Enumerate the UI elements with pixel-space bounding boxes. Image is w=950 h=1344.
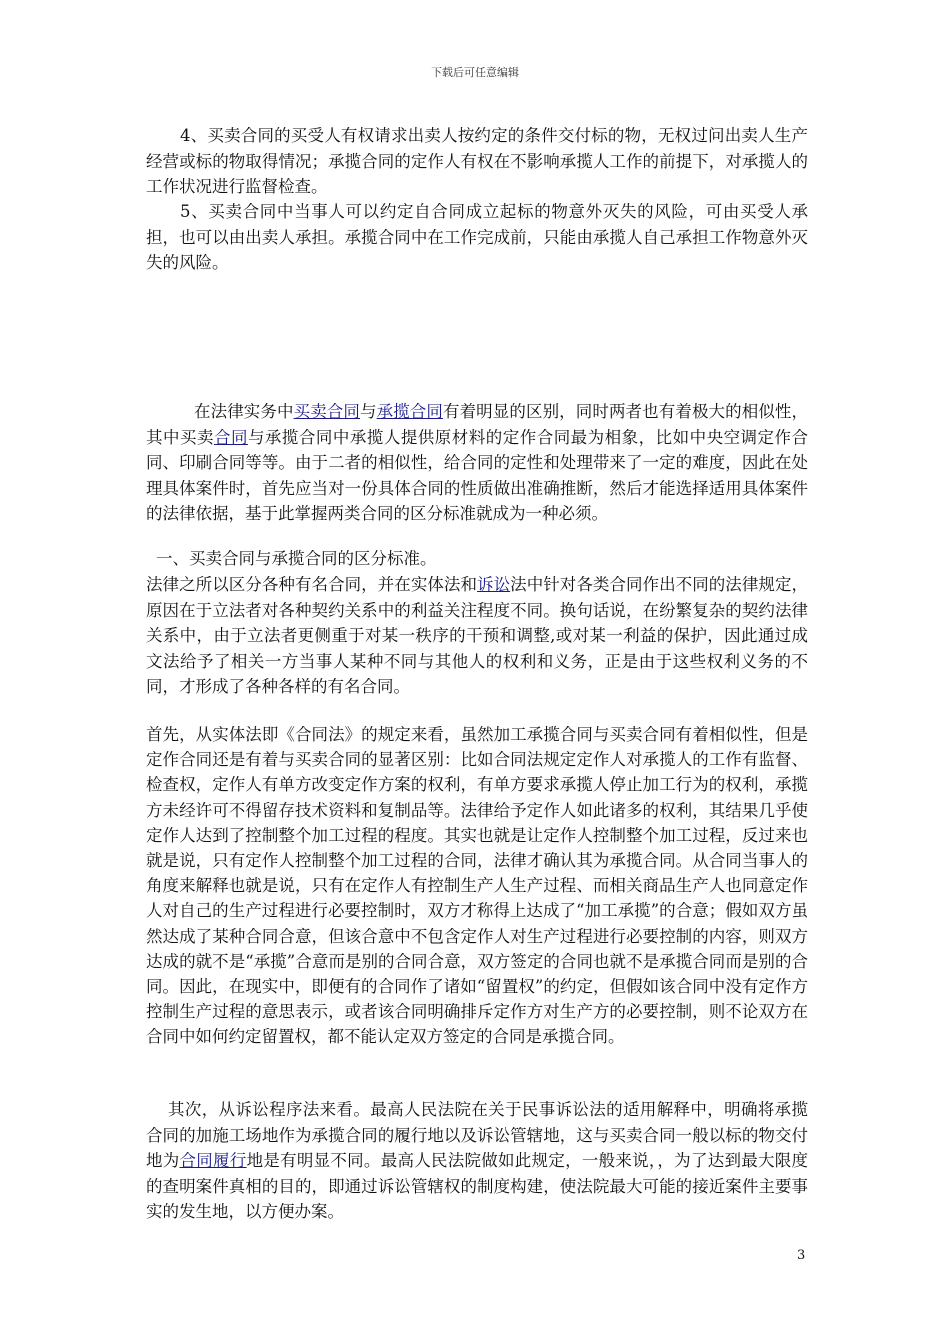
text-run: 法中针对各类合同作出不同的法律规定，原因在于立法者对各种契约关系中的利益关注程度不同。换句话说，在纷繁复杂的契约法律关系中，由于立法者更侧重于对某一秩序的干预和调整,或对某一利益的保护，因此通过成文法给予了相关一方当事人某种不同与其他人的权利和义务，正是由于这些权利义务的不同，才形成了各种各样的有名合同。 <box>146 575 809 696</box>
link-litigation[interactable]: 诉讼 <box>477 575 511 594</box>
text-run: 地是有明显不同。最高人民法院做如此规定，一般来说，，为了达到最大限度的查明案件真相的目的，即通过诉讼管辖权的制度构建，使法院最大可能的接近案件主要事实的发生地，以方便办案。 <box>146 1151 809 1221</box>
paragraph-reason <box>146 572 808 700</box>
paragraph-substantive-law: 首先，从实体法即《合同法》的规定来看，虽然加工承揽合同与买卖合同有着相似性，但是定作合同还是有着与买卖合同的显著区别：比如合同法规定定作人对承揽人的工作有监督、检查权，定作人有单方改变定作方案的权利，有单方要求承揽人停止加工行为的权利，承揽方未经许可不得留存技术资料和复制品等。法律给予定作人如此诸多的权利，其结果几乎使定作人达到了控制整个加工过程的程度。其实也就是让定作人控制整个加工过程，反过来也就是说，只有定作人控制整个加工过程的合同，法律才确认其为承揽合同。从合同当事人的角度来解释也就是说，只有在定作人有控制生产人生产过程、而相关商品生产人也同意定作人对自己的生产过程进行必要控制时，双方才称得上达成了“加工承揽”的合意；假如双方虽然达成了某种合同合意，但该合意中不包含定作人对生产过程进行必要控制的内容，则双方达成的就不是“承揽”合意而是别的合同合意，双方签定的合同也就不是承揽合同而是别的合同。因此，在现实中，即便有的合同作了诸如“留置权”的约定，但假如该合同中没有定作方控制生产过程的意思表示，或者该合同明确排斥定作方对生产方的必要控制，则不论双方在合同中如何约定留置权，都不能认定双方签定的合同是承揽合同。 <box>146 725 808 1047</box>
text-run: 法律之所以区分各种有名合同，并在实体法和 <box>146 575 478 594</box>
text-run: 与 <box>359 402 377 421</box>
paragraph-intro <box>146 399 808 527</box>
link-sales-contract[interactable]: 买卖合同 <box>293 402 360 421</box>
page-header: 下载后可任意编辑 <box>431 66 519 79</box>
text-run: 有着明显的区别，同时两者也有着极大的相似性，其中买卖 <box>146 402 809 447</box>
page-number: 3 <box>797 1248 806 1263</box>
paragraph-item-4: 4、买卖合同的买受人有权请求出卖人按约定的条件交付标的物，无权过问出卖人生产经营或标的物取得情况；承揽合同的定作人有权在不影响承揽人工作的前提下，对承揽人的工作状况进行监督检查。 <box>146 126 808 196</box>
text-run: 其次，从诉讼程序法来看。最高人民法院在关于民事诉讼法的适用解释中，明确将承揽合同的加施工场地作为承揽合同的履行地以及诉讼管辖地，这与买卖合同一般以标的物交付地为 <box>146 1100 808 1170</box>
link-work-contract[interactable]: 承揽合同 <box>376 402 443 421</box>
link-contract[interactable]: 合同 <box>213 427 248 447</box>
text-run: 在法律实务中 <box>194 402 294 421</box>
paragraph-procedural-law <box>146 1097 808 1225</box>
link-contract-performance[interactable]: 合同履行 <box>179 1151 247 1170</box>
section-heading: 一、买卖合同与承揽合同的区分标准。 <box>156 549 437 568</box>
text-run: 与承揽合同中承揽人提供原材料的定作合同最为相象，比如中央空调定作合同、印刷合同等等。由于二者的相似性，给合同的定性和处理带来了一定的难度，因此在处理具体案件时，首先应当对一份具体合同的性质做出准确推断，然后才能选择适用具体案件的法律依据，基于此掌握两类合同的区分标准就成为一种必须。 <box>146 427 809 523</box>
paragraph-item-5: 5、买卖合同中当事人可以约定自合同成立起标的物意外灭失的风险，可由买受人承担，也可以由出卖人承担。承揽合同中在工作完成前，只能由承揽人自己承担工作物意外灭失的风险。 <box>146 202 808 272</box>
